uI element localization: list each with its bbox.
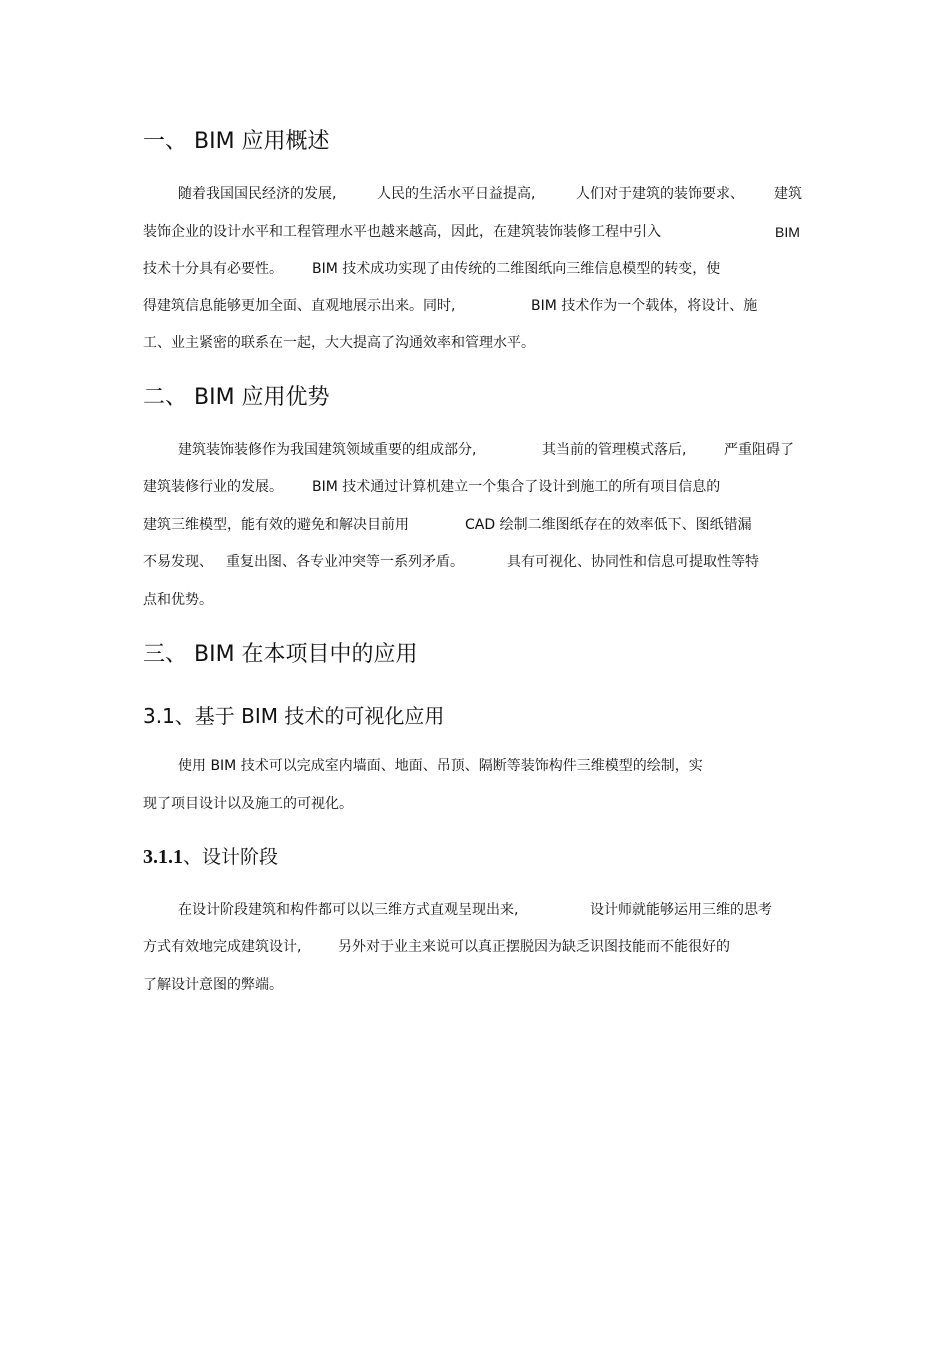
section-3-1-1-line-1a: 在设计阶段建筑和构件都可以以三维方式直观呈现出来,	[178, 902, 519, 918]
section-2-line-2a: 建筑装修行业的发展。	[143, 479, 283, 495]
section-1-line-4b: BIM 技术作为一个载体，将设计、施	[531, 298, 758, 314]
section-3-1-1-title: 、设计阶段	[183, 846, 279, 868]
section-2-line-4a: 不易发现、	[143, 554, 213, 570]
section-3-1-1-number: 3.1.1	[143, 846, 183, 868]
section-1-line-1b: 人民的生活水平日益提高,	[377, 186, 536, 202]
section-1-line-1d: 建筑	[774, 186, 802, 202]
section-2-line-1b: 其当前的管理模式落后,	[542, 442, 687, 458]
section-2-line-3a: 建筑三维模型，能有效的避免和解决目前用	[143, 517, 409, 533]
section-3-1-1-line-2a: 方式有效地完成建筑设计,	[143, 939, 302, 955]
section-2-line-4c: 具有可视化、协同性和信息可提取性等特	[507, 554, 759, 570]
section-1-line-1c: 人们对于建筑的装饰要求、	[576, 186, 744, 202]
section-1-line-5: 工、业主紧密的联系在一起，大大提高了沟通效率和管理水平。	[143, 335, 535, 351]
section-2-line-2b: BIM 技术通过计算机建立一个集合了设计到施工的所有项目信息的	[312, 479, 721, 495]
section-1-heading: 一、 BIM 应用概述	[143, 129, 330, 154]
section-2-line-1c: 严重阻碍了	[724, 442, 794, 458]
section-3-1-1-line-1b: 设计师就能够运用三维的思考	[590, 902, 772, 918]
section-2-line-5: 点和优势。	[143, 592, 213, 608]
section-1-line-2a: 装饰企业的设计水平和工程管理水平也越来越高，因此，在建筑装饰装修工程中引入	[143, 224, 661, 240]
section-1-line-4a: 得建筑信息能够更加全面、直观地展示出来。同时,	[143, 298, 456, 314]
section-3-heading: 三、 BIM 在本项目中的应用	[143, 642, 418, 667]
section-2-line-4b: 重复出图、各专业冲突等一系列矛盾。	[226, 554, 464, 570]
section-1-line-1a: 随着我国国民经济的发展,	[178, 186, 337, 202]
section-2-heading: 二、 BIM 应用优势	[143, 385, 330, 410]
section-1-line-3a: 技术十分具有必要性。	[143, 261, 283, 277]
section-3-1-heading: 3.1、基于 BIM 技术的可视化应用	[143, 704, 445, 728]
section-2-line-3b: CAD 绘制二维图纸存在的效率低下、图纸错漏	[465, 517, 752, 533]
section-1-line-2b: BIM	[775, 224, 800, 240]
section-3-1-1-line-3: 了解设计意图的弊端。	[143, 977, 283, 993]
section-3-1-1-heading	[143, 845, 278, 869]
section-3-1-1-line-2b: 另外对于业主来说可以真正摆脱因为缺乏识图技能而不能很好的	[338, 939, 730, 955]
section-2-line-1a: 建筑装饰装修作为我国建筑领域重要的组成部分,	[178, 442, 477, 458]
section-3-1-line-2: 现了项目设计以及施工的可视化。	[143, 796, 353, 812]
section-3-1-line-1: 使用 BIM 技术可以完成室内墙面、地面、吊顶、隔断等装饰构件三维模型的绘制，实	[178, 758, 703, 774]
section-1-line-3b: BIM 技术成功实现了由传统的二维图纸向三维信息模型的转变，使	[312, 261, 721, 277]
